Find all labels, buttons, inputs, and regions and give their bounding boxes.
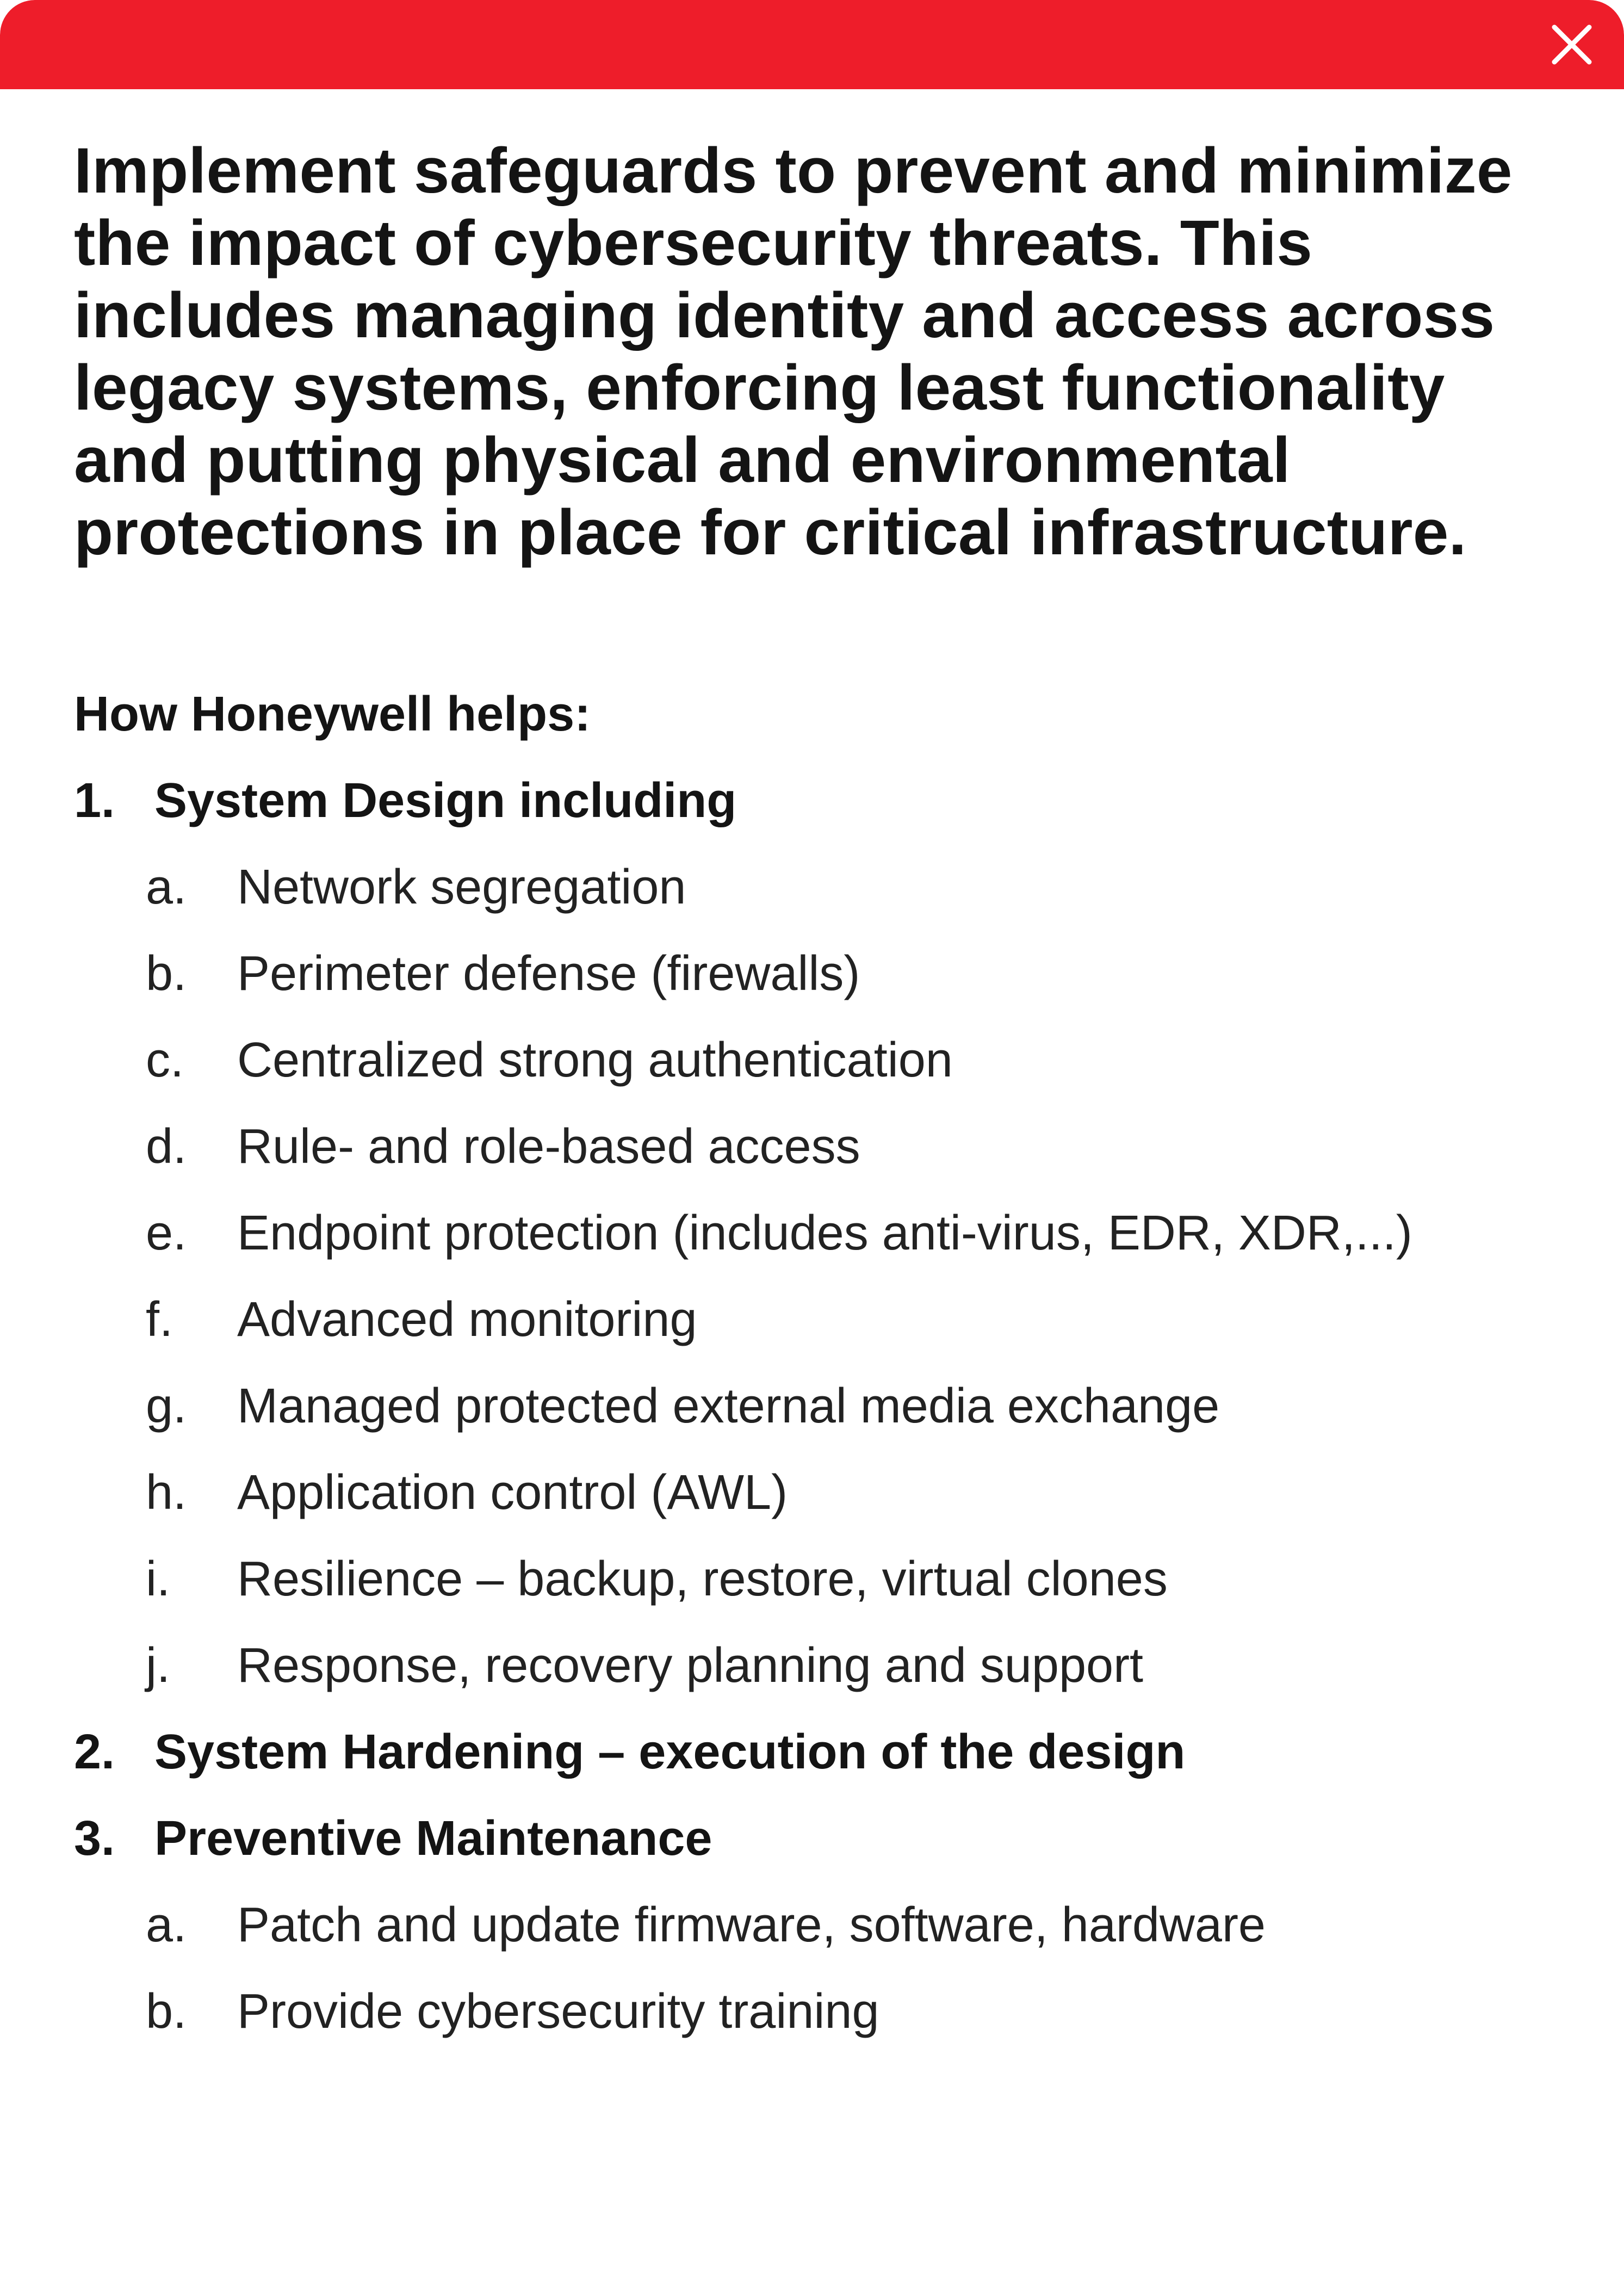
list-item-label: Preventive Maintenance — [154, 1811, 712, 1866]
sub-list-marker: f. — [146, 1292, 173, 1347]
sub-list-item-label: Application control (AWL) — [237, 1465, 788, 1520]
sub-list-item-label: Endpoint protection (includes anti-virus, EDR, XDR,...) — [237, 1206, 1412, 1260]
list-marker: 1. — [74, 773, 115, 828]
list-item-label: System Design including — [154, 773, 737, 828]
sub-list-marker: d. — [146, 1119, 187, 1174]
close-icon — [1550, 23, 1594, 66]
dialog-header-bar — [0, 0, 1624, 89]
intro-paragraph: Implement safeguards to prevent and minimize the impact of cybersecurity threats. This includes managing identity and access across legacy systems, enforcing least functionality and putting physical and environmental protections in place for critical infrastructure. — [74, 135, 1513, 568]
list-marker: 2. — [74, 1725, 115, 1779]
sub-list-marker: j. — [146, 1638, 170, 1693]
sub-list-marker: a. — [146, 860, 187, 914]
sub-list-item-label: Managed protected external media exchange — [237, 1379, 1220, 1433]
sub-list-marker: b. — [146, 946, 187, 1001]
sub-list-item-label: Response, recovery planning and support — [237, 1638, 1144, 1693]
sub-list-marker: h. — [146, 1465, 187, 1520]
sub-list-item-label: Provide cybersecurity training — [237, 1984, 879, 2039]
sub-list-marker: i. — [146, 1552, 170, 1606]
list-item-label: System Hardening – execution of the design — [154, 1725, 1186, 1779]
sub-list-item-label: Centralized strong authentication — [237, 1033, 953, 1087]
sub-list-marker: c. — [146, 1033, 184, 1087]
sub-list-item-label: Network segregation — [237, 860, 686, 914]
list-marker: 3. — [74, 1811, 115, 1866]
sub-list-marker: e. — [146, 1206, 187, 1260]
sub-list-item-label: Patch and update firmware, software, hardware — [237, 1898, 1266, 1952]
sub-list-marker: g. — [146, 1379, 187, 1433]
sub-list-item-label: Resilience – backup, restore, virtual clones — [237, 1552, 1168, 1606]
sub-list-item-label: Perimeter defense (firewalls) — [237, 946, 860, 1001]
sub-list-marker: a. — [146, 1898, 187, 1952]
sub-list-item-label: Advanced monitoring — [237, 1292, 697, 1347]
sub-list-item-label: Rule- and role-based access — [237, 1119, 860, 1174]
close-button[interactable] — [1550, 23, 1594, 66]
sub-list-marker: b. — [146, 1984, 187, 2039]
section-heading: How Honeywell helps: — [74, 687, 591, 741]
